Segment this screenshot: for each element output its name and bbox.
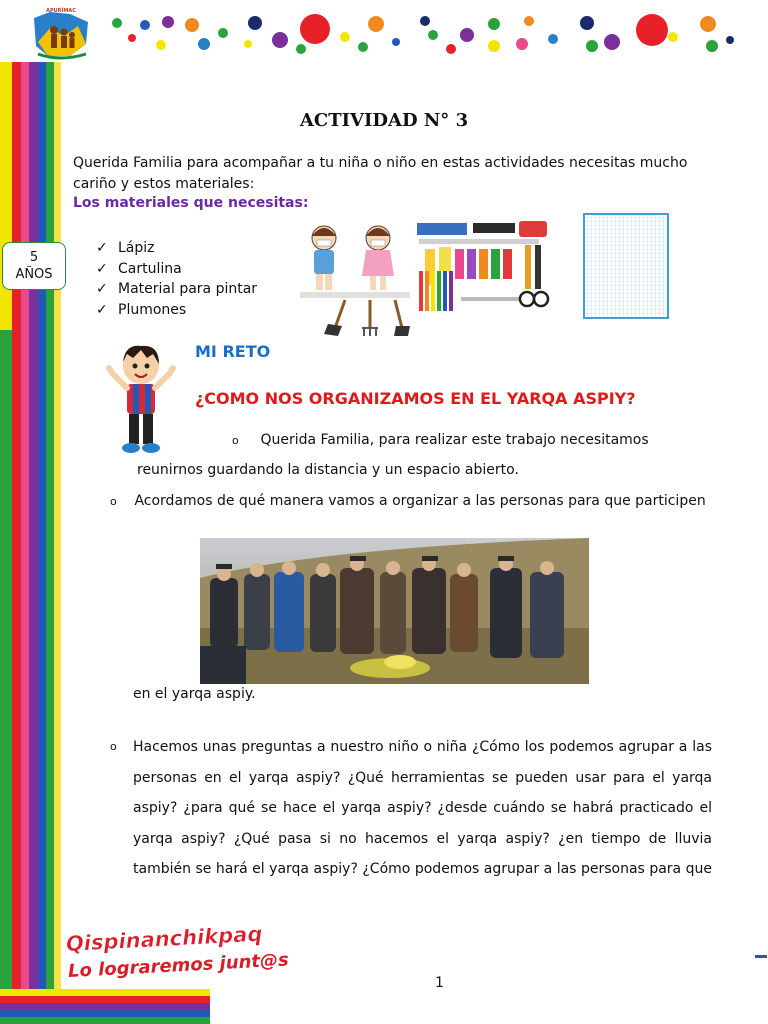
paragraph-1-line-1: o Querida Familia, para realizar este trabajo necesitamos	[232, 432, 649, 448]
children-with-tools-illustration	[300, 216, 410, 336]
challenge-question: ¿COMO NOS ORGANIZAMOS EN EL YARQA ASPIY?	[195, 389, 636, 408]
check-icon: ✓	[96, 260, 108, 277]
age-label: AÑOS	[15, 267, 53, 282]
paragraph-1-line-2: reunirnos guardando la distancia y un espacio abierto.	[137, 462, 519, 478]
page-number: 1	[435, 975, 444, 991]
confetti-dot	[700, 16, 716, 32]
confetti-dot	[420, 16, 430, 26]
age-badge	[2, 242, 66, 290]
confetti-dot	[460, 28, 474, 42]
confetti-dot	[726, 36, 734, 44]
materials-list	[96, 238, 257, 320]
check-icon: ✓	[96, 240, 108, 256]
paragraph-2: o Acordamos de qué manera vamos a organizar a las personas para que participen	[110, 493, 706, 509]
decorative-dash	[755, 955, 767, 958]
confetti-dot	[198, 38, 210, 50]
boy-cartoon-illustration	[103, 340, 181, 458]
age-number: 5	[29, 250, 39, 265]
bottom-rainbow-band	[0, 982, 210, 1024]
confetti-dot	[446, 44, 456, 54]
confetti-dot	[368, 16, 384, 32]
paragraph-2-continuation: en el yarqa aspiy.	[133, 686, 256, 702]
border-green-band	[0, 330, 12, 1024]
confetti-dot	[162, 16, 174, 28]
confetti-dot	[140, 20, 150, 30]
confetti-dot	[358, 42, 368, 52]
confetti-dot	[580, 16, 594, 30]
confetti-dot	[392, 38, 400, 46]
slogan-logo	[64, 921, 290, 986]
bullet-icon: o	[110, 740, 117, 753]
border-stripe-purple	[29, 62, 38, 1024]
check-icon: ✓	[96, 301, 108, 318]
graph-paper-illustration	[583, 213, 669, 319]
list-item: ✓ Material para pintar	[96, 279, 257, 300]
border-stripe-pink	[21, 62, 29, 1024]
border-stripe-blue	[38, 62, 46, 1024]
confetti-dot	[488, 40, 500, 52]
list-item: ✓ Plumones	[96, 300, 257, 321]
confetti-dot	[296, 44, 306, 54]
education-family-logo	[30, 8, 92, 62]
confetti-dot	[248, 16, 262, 30]
confetti-dot	[706, 40, 718, 52]
confetti-dot	[156, 40, 166, 50]
border-stripe-red	[12, 62, 21, 1024]
list-item: ✓ Lápiz	[96, 238, 257, 259]
confetti-dot	[218, 28, 228, 38]
confetti-dot	[185, 18, 199, 32]
confetti-dot	[604, 34, 620, 50]
confetti-dot	[428, 30, 438, 40]
check-icon: ✓	[96, 281, 108, 297]
confetti-dot	[112, 18, 122, 28]
community-gathering-photo	[200, 538, 589, 684]
svg-text:APURÍMAC: APURÍMAC	[46, 8, 76, 14]
slogan-line-2: Lo lograremos junt@s	[67, 949, 290, 983]
confetti-dot	[300, 14, 330, 44]
confetti-dot	[636, 14, 668, 46]
border-stripe-light-yellow	[54, 62, 61, 1024]
confetti-dot	[524, 16, 534, 26]
confetti-dot	[128, 34, 136, 42]
confetti-dot	[244, 40, 252, 48]
slogan-line-1: Qispinanchikpaq	[65, 921, 263, 957]
bullet-icon: o	[232, 434, 239, 447]
intro-paragraph: Querida Familia para acompañar a tu niña o niño en estas actividades necesitas mucho cariño y estos materiales:	[73, 155, 688, 192]
confetti-dot	[548, 34, 558, 44]
page-title: ACTIVIDAD N° 3	[299, 110, 469, 131]
confetti-dot	[586, 40, 598, 52]
border-stripe-green	[46, 62, 54, 1024]
bullet-icon: o	[110, 495, 117, 508]
challenge-heading: MI RETO	[195, 342, 271, 361]
confetti-dot	[516, 38, 528, 50]
materials-heading: Los materiales que necesitas:	[73, 195, 309, 211]
list-item: ✓ Cartulina	[96, 259, 257, 280]
confetti-dot	[668, 32, 678, 42]
confetti-dot	[340, 32, 350, 42]
confetti-dot	[272, 32, 288, 48]
school-supplies-illustration	[415, 215, 550, 315]
confetti-dot	[488, 18, 500, 30]
